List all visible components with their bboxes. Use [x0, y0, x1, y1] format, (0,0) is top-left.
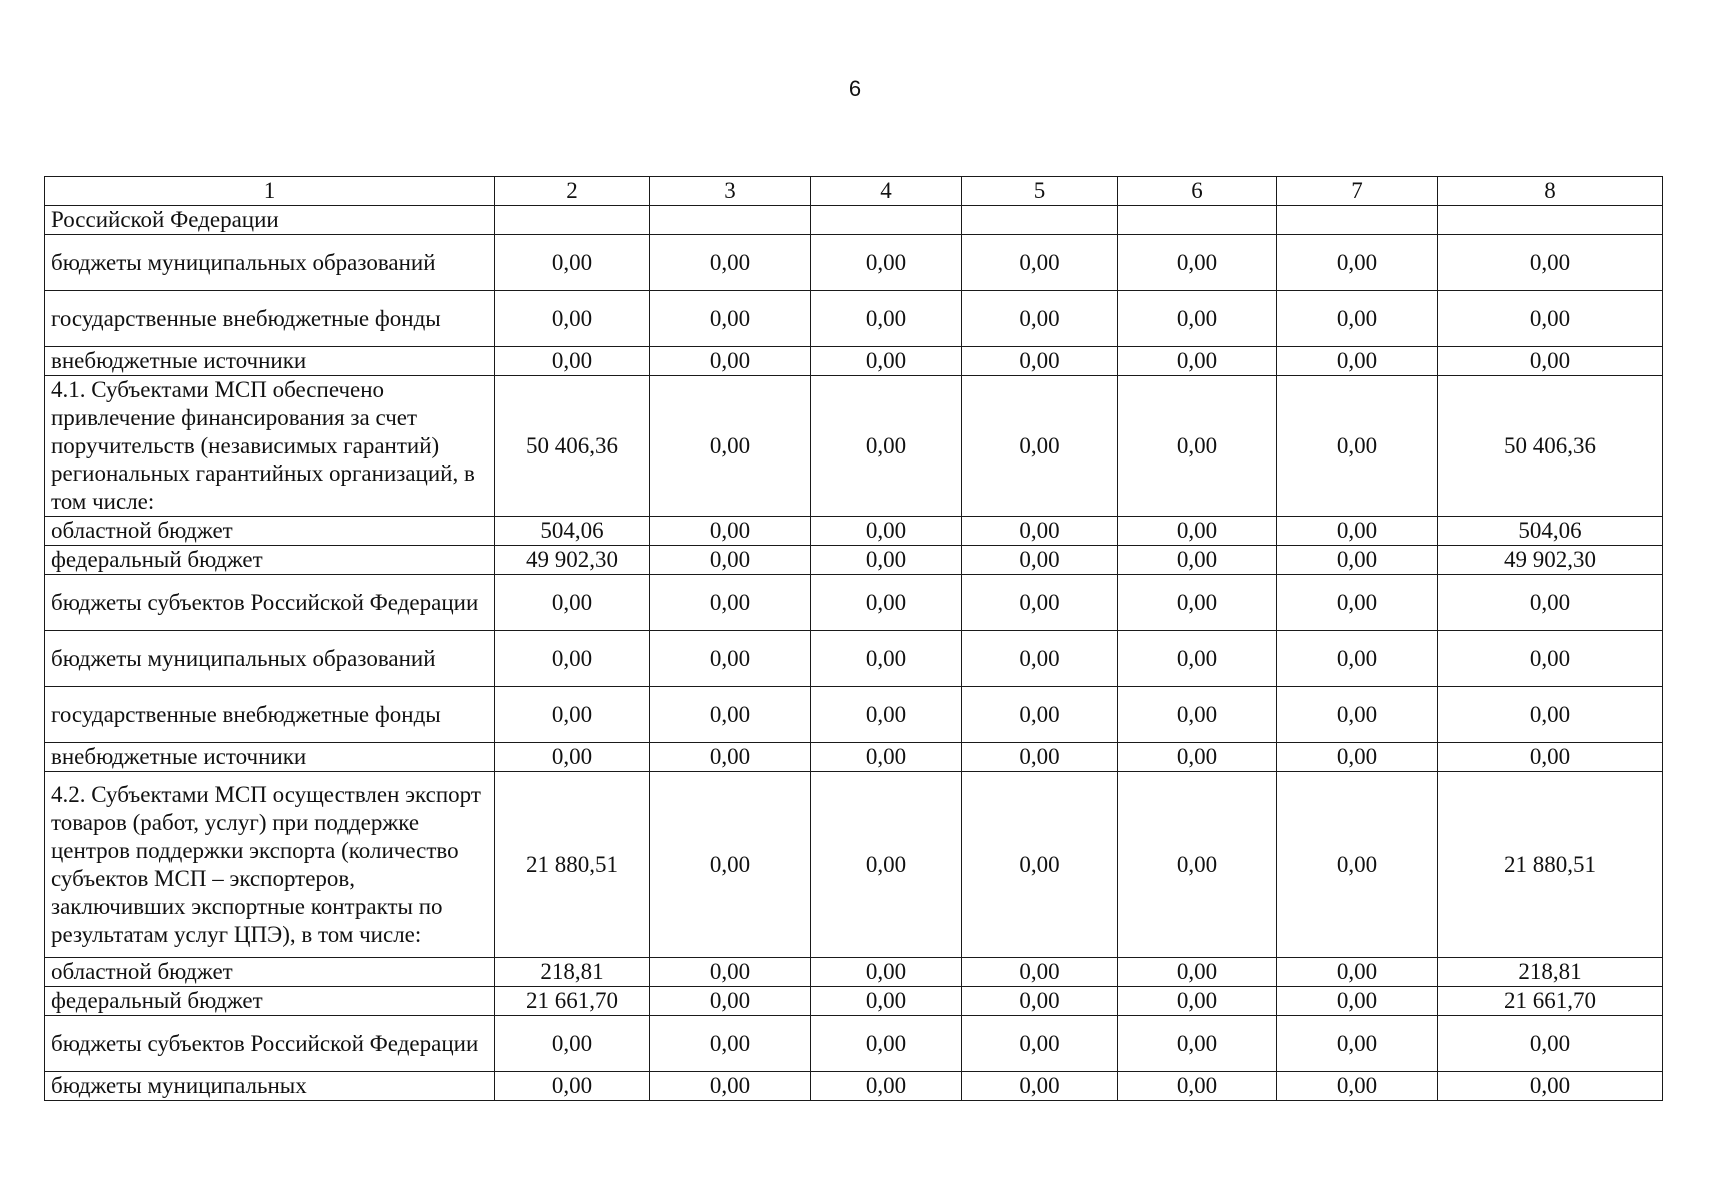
value-cell-col-7: 0,00 [1277, 987, 1438, 1016]
row-section-label: 4.2. Субъектами МСП осуществлен экспорт товаров (работ, услуг) при поддержке центров поддержки экспорта (количество субъектов МСП – экспортеров, заключивших экспортные контракты по результатам услуг ЦПЭ), в том числе: [45, 772, 495, 958]
table-row [45, 958, 1663, 987]
value-cell-col-6: 0,00 [1118, 772, 1277, 958]
value-cell-col-5: 0,00 [962, 575, 1118, 631]
value-cell-col-2: 21 880,51 [495, 772, 650, 958]
value-cell-col-7: 0,00 [1277, 743, 1438, 772]
value-cell-col-2: 49 902,30 [495, 546, 650, 575]
table-row [45, 206, 1663, 235]
value-cell-col-7: 0,00 [1277, 687, 1438, 743]
value-cell-col-4: 0,00 [811, 376, 962, 517]
page-number: 6 [848, 76, 862, 101]
value-cell-col-3: 0,00 [650, 958, 811, 987]
header-cell: 7 [1277, 177, 1438, 206]
row-label: федеральный бюджет [45, 987, 495, 1016]
table-row [45, 546, 1663, 575]
value-cell-col-2: 0,00 [495, 291, 650, 347]
value-cell-col-4: 0,00 [811, 291, 962, 347]
value-cell-col-4: 0,00 [811, 772, 962, 958]
value-cell-col-5: 0,00 [962, 291, 1118, 347]
value-cell-col-6: 0,00 [1118, 546, 1277, 575]
value-cell-col-6: 0,00 [1118, 958, 1277, 987]
value-cell-col-3: 0,00 [650, 291, 811, 347]
value-cell-col-3: 0,00 [650, 347, 811, 376]
table-row [45, 376, 1663, 517]
value-cell-col-5: 0,00 [962, 1072, 1118, 1101]
value-cell-col-4: 0,00 [811, 235, 962, 291]
value-cell-col-3: 0,00 [650, 743, 811, 772]
value-cell-col-5: 0,00 [962, 772, 1118, 958]
value-cell-col-3: 0,00 [650, 1072, 811, 1101]
row-label: бюджеты муниципальных [45, 1072, 495, 1101]
value-cell-col-7: 0,00 [1277, 291, 1438, 347]
value-cell-col-5: 0,00 [962, 1016, 1118, 1072]
value-cell-col-8 [1438, 206, 1663, 235]
value-cell-col-3: 0,00 [650, 235, 811, 291]
table-body [45, 177, 1663, 1101]
table-row [45, 517, 1663, 546]
value-cell-col-7: 0,00 [1277, 376, 1438, 517]
header-cell: 6 [1118, 177, 1277, 206]
value-cell-col-5: 0,00 [962, 235, 1118, 291]
value-cell-col-5: 0,00 [962, 546, 1118, 575]
value-cell-col-5: 0,00 [962, 517, 1118, 546]
value-cell-col-5: 0,00 [962, 376, 1118, 517]
value-cell-col-7: 0,00 [1277, 546, 1438, 575]
value-cell-col-8: 21 661,70 [1438, 987, 1663, 1016]
value-cell-col-7: 0,00 [1277, 1016, 1438, 1072]
value-cell-col-8: 0,00 [1438, 631, 1663, 687]
value-cell-col-7 [1277, 206, 1438, 235]
value-cell-col-2: 0,00 [495, 743, 650, 772]
value-cell-col-6: 0,00 [1118, 575, 1277, 631]
value-cell-col-7: 0,00 [1277, 235, 1438, 291]
table-row [45, 1016, 1663, 1072]
value-cell-col-6: 0,00 [1118, 517, 1277, 546]
value-cell-col-6: 0,00 [1118, 1016, 1277, 1072]
value-cell-col-4: 0,00 [811, 743, 962, 772]
value-cell-col-7: 0,00 [1277, 1072, 1438, 1101]
value-cell-col-4: 0,00 [811, 347, 962, 376]
value-cell-col-4 [811, 206, 962, 235]
header-cell: 8 [1438, 177, 1663, 206]
value-cell-col-3: 0,00 [650, 517, 811, 546]
table-row [45, 772, 1663, 958]
row-section-label: 4.1. Субъектами МСП обеспечено привлечение финансирования за счет поручительств (независимых гарантий) региональных гарантийных организаций, в том числе: [45, 376, 495, 517]
value-cell-col-5: 0,00 [962, 958, 1118, 987]
value-cell-col-3: 0,00 [650, 575, 811, 631]
table-header-row [45, 177, 1663, 206]
table-row [45, 631, 1663, 687]
header-cell: 2 [495, 177, 650, 206]
value-cell-col-5: 0,00 [962, 347, 1118, 376]
value-cell-col-8: 49 902,30 [1438, 546, 1663, 575]
table-row [45, 575, 1663, 631]
value-cell-col-8: 0,00 [1438, 291, 1663, 347]
row-label: бюджеты муниципальных образований [45, 631, 495, 687]
budget-table [44, 176, 1663, 1101]
value-cell-col-8: 0,00 [1438, 1072, 1663, 1101]
value-cell-col-2: 0,00 [495, 235, 650, 291]
value-cell-col-6 [1118, 206, 1277, 235]
value-cell-col-6: 0,00 [1118, 347, 1277, 376]
value-cell-col-8: 0,00 [1438, 575, 1663, 631]
row-label: внебюджетные источники [45, 347, 495, 376]
row-label: областной бюджет [45, 958, 495, 987]
header-cell: 1 [45, 177, 495, 206]
value-cell-col-3: 0,00 [650, 546, 811, 575]
value-cell-col-4: 0,00 [811, 687, 962, 743]
value-cell-col-6: 0,00 [1118, 687, 1277, 743]
value-cell-col-8: 0,00 [1438, 687, 1663, 743]
value-cell-col-6: 0,00 [1118, 291, 1277, 347]
value-cell-col-8: 50 406,36 [1438, 376, 1663, 517]
table-row [45, 1072, 1663, 1101]
value-cell-col-2: 0,00 [495, 1072, 650, 1101]
value-cell-col-4: 0,00 [811, 517, 962, 546]
value-cell-col-5: 0,00 [962, 687, 1118, 743]
value-cell-col-4: 0,00 [811, 1016, 962, 1072]
value-cell-col-2: 0,00 [495, 575, 650, 631]
table-row [45, 687, 1663, 743]
value-cell-col-6: 0,00 [1118, 987, 1277, 1016]
value-cell-col-6: 0,00 [1118, 235, 1277, 291]
value-cell-col-8: 504,06 [1438, 517, 1663, 546]
value-cell-col-2: 0,00 [495, 347, 650, 376]
table-row [45, 291, 1663, 347]
value-cell-col-5: 0,00 [962, 987, 1118, 1016]
value-cell-col-3: 0,00 [650, 987, 811, 1016]
value-cell-col-4: 0,00 [811, 631, 962, 687]
value-cell-col-8: 21 880,51 [1438, 772, 1663, 958]
value-cell-col-7: 0,00 [1277, 347, 1438, 376]
value-cell-col-4: 0,00 [811, 987, 962, 1016]
value-cell-col-6: 0,00 [1118, 376, 1277, 517]
value-cell-col-4: 0,00 [811, 1072, 962, 1101]
value-cell-col-6: 0,00 [1118, 1072, 1277, 1101]
value-cell-col-6: 0,00 [1118, 631, 1277, 687]
value-cell-col-6: 0,00 [1118, 743, 1277, 772]
value-cell-col-4: 0,00 [811, 575, 962, 631]
table-row [45, 987, 1663, 1016]
value-cell-col-4: 0,00 [811, 546, 962, 575]
value-cell-col-8: 0,00 [1438, 743, 1663, 772]
value-cell-col-3: 0,00 [650, 772, 811, 958]
header-cell: 3 [650, 177, 811, 206]
value-cell-col-5 [962, 206, 1118, 235]
value-cell-col-7: 0,00 [1277, 958, 1438, 987]
table-row [45, 235, 1663, 291]
value-cell-col-2: 0,00 [495, 631, 650, 687]
row-label: федеральный бюджет [45, 546, 495, 575]
header-cell: 4 [811, 177, 962, 206]
value-cell-col-4: 0,00 [811, 958, 962, 987]
value-cell-col-2: 0,00 [495, 687, 650, 743]
value-cell-col-8: 218,81 [1438, 958, 1663, 987]
value-cell-col-2: 21 661,70 [495, 987, 650, 1016]
row-label: государственные внебюджетные фонды [45, 687, 495, 743]
value-cell-col-8: 0,00 [1438, 347, 1663, 376]
value-cell-col-3: 0,00 [650, 376, 811, 517]
row-label: бюджеты субъектов Российской Федерации [45, 1016, 495, 1072]
value-cell-col-2: 50 406,36 [495, 376, 650, 517]
value-cell-col-2: 218,81 [495, 958, 650, 987]
value-cell-col-5: 0,00 [962, 631, 1118, 687]
value-cell-col-2: 504,06 [495, 517, 650, 546]
row-label: государственные внебюджетные фонды [45, 291, 495, 347]
row-label: бюджеты субъектов Российской Федерации [45, 575, 495, 631]
value-cell-col-3: 0,00 [650, 631, 811, 687]
row-label: областной бюджет [45, 517, 495, 546]
value-cell-col-7: 0,00 [1277, 517, 1438, 546]
value-cell-col-3: 0,00 [650, 1016, 811, 1072]
row-label: внебюджетные источники [45, 743, 495, 772]
value-cell-col-7: 0,00 [1277, 631, 1438, 687]
row-label: бюджеты муниципальных образований [45, 235, 495, 291]
value-cell-col-3: 0,00 [650, 687, 811, 743]
value-cell-col-3 [650, 206, 811, 235]
value-cell-col-2 [495, 206, 650, 235]
table-row [45, 347, 1663, 376]
header-cell: 5 [962, 177, 1118, 206]
value-cell-col-8: 0,00 [1438, 235, 1663, 291]
value-cell-col-7: 0,00 [1277, 575, 1438, 631]
table-row [45, 743, 1663, 772]
value-cell-col-2: 0,00 [495, 1016, 650, 1072]
value-cell-col-5: 0,00 [962, 743, 1118, 772]
value-cell-col-7: 0,00 [1277, 772, 1438, 958]
value-cell-col-8: 0,00 [1438, 1016, 1663, 1072]
row-label: Российской Федерации [45, 206, 495, 235]
